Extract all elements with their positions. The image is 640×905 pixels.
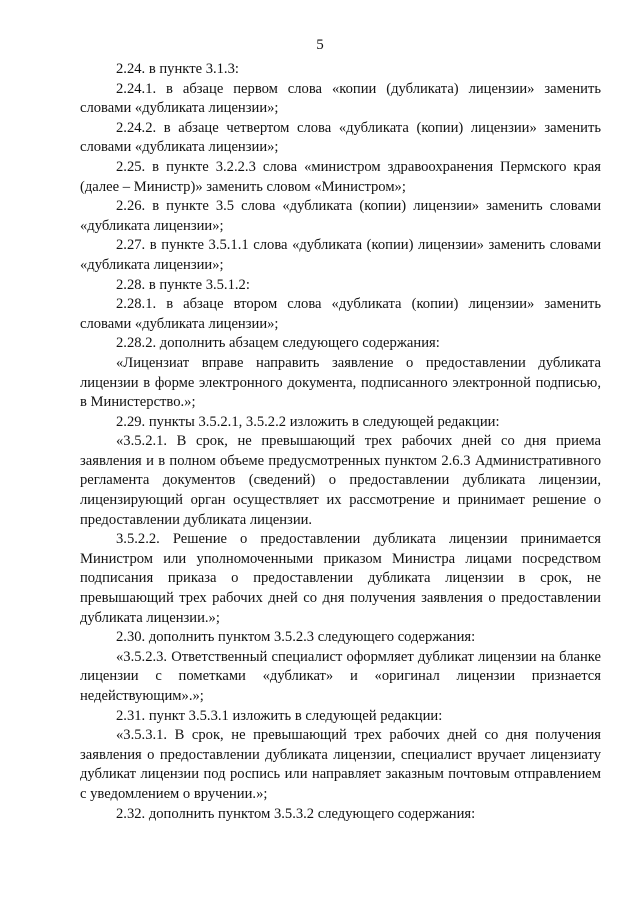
paragraph: 3.5.2.2. Решение о предоставлении дубликата лицензии принимается Министром или уполномоченными приказом Министра лицами посредством подписания приказа о предоставлении дубликата лицензии в срок, не превышающий трех рабочих дней со дня получения заявления о предоставлении дубликата лицензии.»; (80, 531, 601, 626)
paragraph: 2.30. дополнить пунктом 3.5.2.3 следующего содержания: (116, 629, 476, 646)
paragraph: 2.31. пункт 3.5.3.1 изложить в следующей редакции: (116, 707, 443, 724)
paragraph: «Лицензиат вправе направить заявление о предоставлении дубликата лицензии в форме электронного документа, подписанного электронной подписью, в Министерство.»; (80, 354, 601, 411)
paragraph: 2.28. в пункте 3.5.1.2: (116, 276, 250, 293)
paragraph: 2.24.2. в абзаце четвертом слова «дубликата (копии) лицензии» заменить словами «дубликата лицензии»; (80, 119, 601, 156)
paragraph: 2.24. в пункте 3.1.3: (116, 61, 239, 77)
paragraph: 2.28.2. дополнить абзацем следующего содержания: (116, 335, 440, 352)
document-body (80, 60, 601, 824)
paragraph: 2.26. в пункте 3.5 слова «дубликата (копии) лицензии» заменить словами «дубликата лицензии»; (80, 198, 601, 234)
paragraph: 2.29. пункты 3.5.2.1, 3.5.2.2 изложить в следующей редакции: (116, 413, 500, 430)
page-number: 5 (316, 37, 324, 53)
paragraph: 2.32. дополнить пунктом 3.5.3.2 следующего содержания: (116, 805, 476, 822)
paragraph: 2.27. в пункте 3.5.1.1 слова «дубликата (копии) лицензии» заменить словами «дубликата лицензии»; (80, 237, 601, 273)
paragraph: 2.25. в пункте 3.2.2.3 слова «министром здравоохранения Пермского края (далее – Министр)» заменить словом «Министром»; (80, 158, 601, 195)
paragraph: «3.5.2.3. Ответственный специалист оформляет дубликат лицензии на бланке лицензии с пометками «дубликат» и «оригинал лицензии признается недействующим».»; (80, 648, 601, 704)
paragraph: 2.24.1. в абзаце первом слова «копии (дубликата) лицензии» заменить словами «дубликата лицензии»; (80, 80, 601, 117)
paragraph: «3.5.2.1. В срок, не превышающий трех рабочих дней со дня приема заявления и в полном объеме предусмотренных пунктом 2.6.3 Административного регламента документов (сведений) о предоставлении дубликата лицензии, лицензирующий орган осуществляет их рассмотрение и принимает решение о предоставлении дубликата лицензии. (80, 433, 601, 528)
paragraph: «3.5.3.1. В срок, не превышающий трех рабочих дней со дня получения заявления о предоставлении дубликата лицензии, специалист вручает лицензиату дубликат лицензии под роспись или направляет заказным почтовым отправлением с уведомлением о вручении.»; (80, 727, 601, 802)
paragraph: 2.28.1. в абзаце втором слова «дубликата (копии) лицензии» заменить словами «дубликата лицензии»; (80, 296, 601, 332)
